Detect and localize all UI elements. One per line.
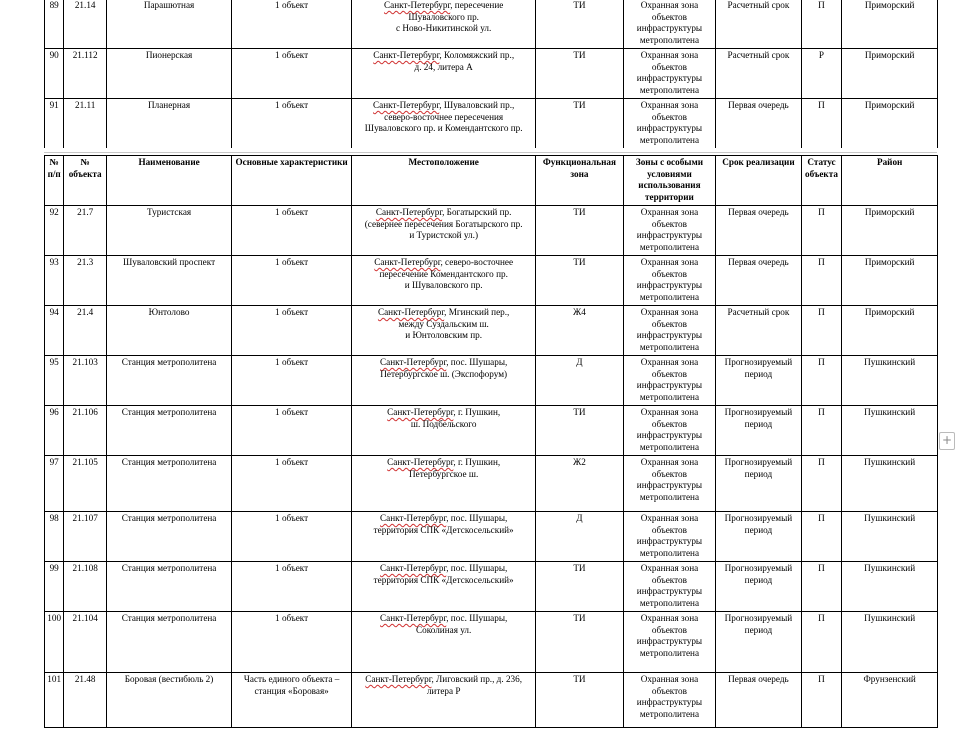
row-number: 99	[45, 562, 64, 612]
object-characteristics: 1 объект	[232, 256, 352, 306]
object-location	[352, 512, 536, 562]
row-number: 91	[45, 99, 64, 150]
special-zone: Охранная зона объектов инфраструктуры метрополитена	[623, 612, 716, 673]
location-rest: , Коломяжский пр.,	[439, 50, 515, 60]
district: Приморский	[842, 99, 938, 150]
object-name: Планерная	[107, 99, 232, 150]
object-location	[352, 0, 536, 49]
object-location	[352, 456, 536, 512]
row-number: 98	[45, 512, 64, 562]
location-line: д. 24, литера А	[414, 61, 473, 72]
district: Пушкинский	[842, 356, 938, 406]
object-code: 21.108	[64, 562, 107, 612]
object-characteristics: 1 объект	[232, 0, 352, 49]
row-number: 89	[45, 0, 64, 49]
object-location	[352, 306, 536, 356]
location-city: Санкт-Петербург	[387, 457, 454, 467]
object-location	[352, 356, 536, 406]
object-code: 21.7	[64, 206, 107, 256]
location-line: и Юнтоловским пр.	[405, 330, 483, 341]
district: Пушкинский	[842, 612, 938, 673]
special-zone: Охранная зона объектов инфраструктуры метрополитена	[623, 0, 716, 49]
header-characteristics: Основные характеристики	[232, 156, 352, 206]
location-line: ш. Подбельского	[410, 418, 477, 429]
object-characteristics: 1 объект	[232, 206, 352, 256]
location-rest: , пос. Шушары,	[446, 513, 508, 523]
location-line	[354, 257, 533, 269]
location-line	[354, 357, 533, 369]
location-line: между Суздальским ш.	[398, 318, 489, 329]
object-name: Станция метрополитена	[107, 562, 232, 612]
object-status: П	[801, 612, 842, 673]
implementation-term: Прогнозируемый период	[716, 406, 801, 456]
location-city: Санкт-Петербург	[373, 100, 440, 110]
object-status: П	[801, 306, 842, 356]
row-number: 90	[45, 49, 64, 99]
object-status: П	[801, 356, 842, 406]
functional-zone: ТИ	[536, 612, 623, 673]
row-number: 101	[45, 673, 64, 728]
object-status: П	[801, 0, 842, 49]
special-zone: Охранная зона объектов инфраструктуры метрополитена	[623, 406, 716, 456]
location-city: Санкт-Петербург	[365, 674, 432, 684]
object-characteristics: 1 объект	[232, 99, 352, 150]
location-city: Санкт-Петербург	[387, 407, 454, 417]
object-name: Станция метрополитена	[107, 512, 232, 562]
header-functional-zone: Функциональная зона	[536, 156, 623, 206]
object-name: Станция метрополитена	[107, 406, 232, 456]
object-location	[352, 673, 536, 728]
special-zone: Охранная зона объектов инфраструктуры метрополитена	[623, 306, 716, 356]
location-city: Санкт-Петербург	[380, 563, 447, 573]
row-number: 97	[45, 456, 64, 512]
location-line	[354, 457, 533, 469]
location-rest: , пос. Шушары,	[446, 357, 508, 367]
location-city: Санкт-Петербург	[384, 0, 451, 10]
district: Приморский	[842, 306, 938, 356]
district: Приморский	[842, 256, 938, 306]
district: Пушкинский	[842, 512, 938, 562]
object-status: П	[801, 406, 842, 456]
add-row-button[interactable]: +	[939, 432, 955, 450]
table-row	[45, 306, 938, 356]
functional-zone: ТИ	[536, 99, 623, 150]
object-name: Станция метрополитена	[107, 456, 232, 512]
object-characteristics: 1 объект	[232, 562, 352, 612]
location-line: с Ново-Никитинской ул.	[396, 23, 492, 34]
header-district: Район	[842, 156, 938, 206]
object-characteristics: 1 объект	[232, 456, 352, 512]
row-number: 100	[45, 612, 64, 673]
location-line: территория СПК «Детскосельский»	[373, 574, 514, 585]
object-code: 21.3	[64, 256, 107, 306]
special-zone: Охранная зона объектов инфраструктуры метрополитена	[623, 456, 716, 512]
object-name: Туристская	[107, 206, 232, 256]
implementation-term: Расчетный срок	[716, 0, 801, 49]
object-name: Боровая (вестибюль 2)	[107, 673, 232, 728]
location-rest: , северо-восточнее	[440, 257, 514, 267]
object-code: 21.14	[64, 0, 107, 49]
row-number: 93	[45, 256, 64, 306]
special-zone: Охранная зона объектов инфраструктуры метрополитена	[623, 99, 716, 150]
district: Пушкинский	[842, 406, 938, 456]
row-number: 96	[45, 406, 64, 456]
special-zone: Охранная зона объектов инфраструктуры метрополитена	[623, 49, 716, 99]
object-status: П	[801, 456, 842, 512]
header-special-zones: Зоны с особыми условиями использования территории	[623, 156, 716, 206]
location-line	[354, 513, 533, 525]
header-location: Местоположение	[352, 156, 536, 206]
header-term: Срок реализации	[716, 156, 801, 206]
location-line	[354, 0, 533, 12]
location-rest: , пересечение	[450, 0, 504, 10]
functional-zone: ТИ	[536, 0, 623, 49]
location-line: Шуваловского пр.	[408, 11, 479, 22]
location-line: и Туристской ул.)	[409, 230, 479, 241]
table-row	[45, 99, 938, 150]
object-code: 21.104	[64, 612, 107, 673]
implementation-term: Прогнозируемый период	[716, 456, 801, 512]
special-zone: Охранная зона объектов инфраструктуры метрополитена	[623, 356, 716, 406]
district: Пушкинский	[842, 456, 938, 512]
implementation-term: Расчетный срок	[716, 306, 801, 356]
object-name: Пионерская	[107, 49, 232, 99]
functional-zone: ТИ	[536, 562, 623, 612]
table-row	[45, 406, 938, 456]
object-characteristics: Часть единого объекта – станция «Боровая»	[232, 673, 352, 728]
location-line: и Шуваловского пр.	[404, 280, 483, 291]
object-location	[352, 612, 536, 673]
object-characteristics: 1 объект	[232, 512, 352, 562]
object-status: П	[801, 206, 842, 256]
object-name: Шуваловский проспект	[107, 256, 232, 306]
table-row	[45, 456, 938, 512]
object-code: 21.112	[64, 49, 107, 99]
implementation-term: Расчетный срок	[716, 49, 801, 99]
object-location	[352, 406, 536, 456]
row-number: 94	[45, 306, 64, 356]
location-line	[354, 50, 533, 62]
object-name: Юнтолово	[107, 306, 232, 356]
implementation-term: Прогнозируемый период	[716, 562, 801, 612]
special-zone: Охранная зона объектов инфраструктуры метрополитена	[623, 673, 716, 728]
implementation-term: Прогнозируемый период	[716, 356, 801, 406]
object-name: Парашютная	[107, 0, 232, 49]
object-name: Станция метрополитена	[107, 356, 232, 406]
location-rest: , г. Пушкин,	[453, 457, 501, 467]
implementation-term: Первая очередь	[716, 206, 801, 256]
object-characteristics: 1 объект	[232, 306, 352, 356]
object-location	[352, 99, 536, 150]
objects-table	[44, 155, 938, 728]
location-line: Петербургское ш. (Экспофорум)	[380, 368, 508, 379]
location-line: литера Р	[426, 685, 461, 696]
functional-zone: Д	[536, 512, 623, 562]
location-city: Санкт-Петербург	[375, 207, 443, 217]
functional-zone: ТИ	[536, 49, 623, 99]
location-city: Санкт-Петербург	[380, 613, 447, 623]
location-line: пересечение Комендантского пр.	[379, 268, 508, 279]
implementation-term: Первая очередь	[716, 256, 801, 306]
special-zone: Охранная зона объектов инфраструктуры метрополитена	[623, 256, 716, 306]
object-status: П	[801, 99, 842, 150]
implementation-term: Первая очередь	[716, 673, 801, 728]
row-number: 95	[45, 356, 64, 406]
location-rest: , Богатырский пр.	[442, 207, 512, 217]
location-line	[354, 613, 533, 625]
object-characteristics: 1 объект	[232, 612, 352, 673]
location-line	[354, 207, 533, 219]
object-location	[352, 49, 536, 99]
header-name: Наименование	[107, 156, 232, 206]
table-row	[45, 256, 938, 306]
district: Пушкинский	[842, 562, 938, 612]
functional-zone: Ж4	[536, 306, 623, 356]
object-code: 21.48	[64, 673, 107, 728]
object-characteristics: 1 объект	[232, 49, 352, 99]
object-characteristics: 1 объект	[232, 406, 352, 456]
table-row	[45, 0, 938, 49]
district: Фрунзенский	[842, 673, 938, 728]
location-rest: , пос. Шушары,	[446, 613, 508, 623]
special-zone: Охранная зона объектов инфраструктуры метрополитена	[623, 206, 716, 256]
document-page-current	[0, 155, 957, 732]
location-city: Санкт-Петербург	[377, 307, 445, 317]
table-row	[45, 356, 938, 406]
table-row	[45, 612, 938, 673]
location-city: Санкт-Петербург	[373, 50, 440, 60]
object-status: Р	[801, 49, 842, 99]
object-location	[352, 256, 536, 306]
table-header-row	[45, 156, 938, 206]
location-line: территория СПК «Детскосельский»	[373, 524, 514, 535]
header-num: № п/п	[45, 156, 64, 206]
district: Приморский	[842, 0, 938, 49]
location-rest: , Лиговский пр., д. 236,	[431, 674, 523, 684]
row-number: 92	[45, 206, 64, 256]
location-city: Санкт-Петербург	[380, 357, 447, 367]
object-location	[352, 206, 536, 256]
location-city: Санкт-Петербург	[380, 513, 447, 523]
implementation-term: Первая очередь	[716, 99, 801, 150]
location-line: Петербургское ш.	[409, 468, 479, 479]
object-characteristics: 1 объект	[232, 356, 352, 406]
functional-zone: Ж2	[536, 456, 623, 512]
location-line: северо-восточнее пересечения	[384, 111, 504, 122]
table-row	[45, 562, 938, 612]
object-status: П	[801, 562, 842, 612]
functional-zone: Д	[536, 356, 623, 406]
object-code: 21.11	[64, 99, 107, 150]
location-line	[354, 100, 533, 112]
functional-zone: ТИ	[536, 406, 623, 456]
location-line	[354, 307, 533, 319]
functional-zone: ТИ	[536, 256, 623, 306]
location-city: Санкт-Петербург	[374, 257, 441, 267]
object-location	[352, 562, 536, 612]
implementation-term: Прогнозируемый период	[716, 512, 801, 562]
object-status: П	[801, 512, 842, 562]
special-zone: Охранная зона объектов инфраструктуры метрополитена	[623, 512, 716, 562]
location-line	[354, 674, 533, 686]
object-name: Станция метрополитена	[107, 612, 232, 673]
object-status: П	[801, 673, 842, 728]
special-zone: Охранная зона объектов инфраструктуры метрополитена	[623, 562, 716, 612]
object-status: П	[801, 256, 842, 306]
location-line	[354, 407, 533, 419]
header-status: Статус объекта	[801, 156, 842, 206]
functional-zone: ТИ	[536, 673, 623, 728]
table-row	[45, 206, 938, 256]
location-rest: , пос. Шушары,	[446, 563, 508, 573]
table-row	[45, 673, 938, 728]
location-rest: , г. Пушкин,	[453, 407, 501, 417]
object-code: 21.103	[64, 356, 107, 406]
location-rest: , Мгинский пер.,	[444, 307, 510, 317]
district: Приморский	[842, 206, 938, 256]
table-row	[45, 49, 938, 99]
object-code: 21.107	[64, 512, 107, 562]
table-continued	[44, 0, 938, 150]
table-row	[45, 512, 938, 562]
implementation-term: Прогнозируемый период	[716, 612, 801, 673]
district: Приморский	[842, 49, 938, 99]
location-rest: , Шуваловский пр.,	[439, 100, 515, 110]
functional-zone: ТИ	[536, 206, 623, 256]
location-line: (севернее пересечения Богатырского пр.	[364, 218, 523, 229]
header-object-num: № объекта	[64, 156, 107, 206]
document-page-previous	[0, 0, 957, 150]
location-line: Соколиная ул.	[416, 624, 472, 635]
object-code: 21.4	[64, 306, 107, 356]
object-code: 21.106	[64, 406, 107, 456]
location-line	[354, 563, 533, 575]
object-code: 21.105	[64, 456, 107, 512]
location-line: Шуваловского пр. и Комендантского пр.	[364, 123, 523, 134]
